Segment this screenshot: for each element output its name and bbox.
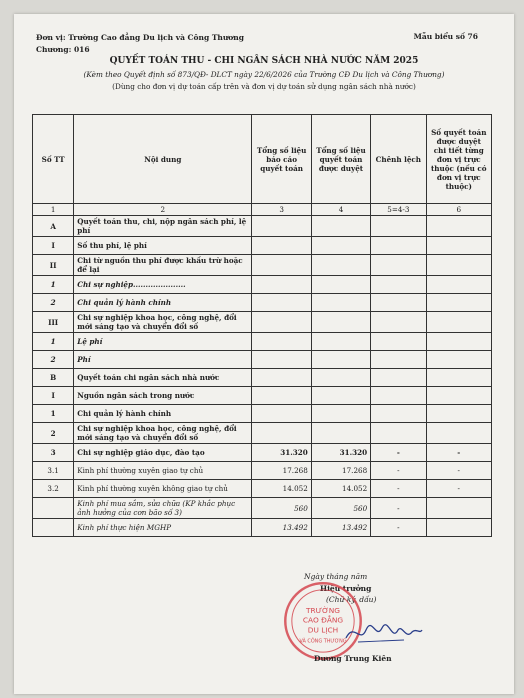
row-detail xyxy=(426,369,491,387)
row-reported xyxy=(252,294,311,312)
row-approved xyxy=(311,216,370,237)
row-detail: - xyxy=(426,480,491,498)
form-number: Mẫu biểu số 76 xyxy=(413,32,478,41)
svg-text:VÀ CÔNG THƯƠNG: VÀ CÔNG THƯƠNG xyxy=(299,638,347,645)
header-content: Nội dung xyxy=(74,115,252,204)
row-stt xyxy=(33,498,74,519)
row-approved xyxy=(311,333,370,351)
row-stt: II xyxy=(33,255,74,276)
table-row xyxy=(33,462,492,480)
row-content: Chi quản lý hành chính xyxy=(74,405,252,423)
table-row xyxy=(33,405,492,423)
row-difference xyxy=(371,351,426,369)
row-content: Chi sự nghiệp giáo dục, đào tạo xyxy=(74,444,252,462)
row-difference xyxy=(371,423,426,444)
table-row xyxy=(33,519,492,537)
row-content: Phí xyxy=(74,351,252,369)
row-reported xyxy=(252,237,311,255)
row-difference xyxy=(371,369,426,387)
table-row xyxy=(33,276,492,294)
row-difference xyxy=(371,333,426,351)
row-detail xyxy=(426,294,491,312)
row-difference xyxy=(371,312,426,333)
row-reported: 17.268 xyxy=(252,462,311,480)
row-detail xyxy=(426,351,491,369)
row-content: Lệ phí xyxy=(74,333,252,351)
header-detail: Số quyết toán được duyệt chi tiết từng đơn vị trực thuộc (nếu có đơn vị trực thuộc) xyxy=(426,115,491,204)
row-detail xyxy=(426,387,491,405)
row-detail xyxy=(426,333,491,351)
table-row xyxy=(33,444,492,462)
row-stt: I xyxy=(33,237,74,255)
document-title: QUYẾT TOÁN THU - CHI NGÂN SÁCH NHÀ NƯỚC NĂM 2025 xyxy=(109,56,419,66)
unit-name: Đơn vị: Trường Cao đẳng Du lịch và Công Thương xyxy=(36,33,245,42)
table-row xyxy=(33,498,492,519)
index-cell: 2 xyxy=(74,204,252,216)
row-reported: 560 xyxy=(252,498,311,519)
table-row xyxy=(33,387,492,405)
row-difference xyxy=(371,294,426,312)
row-approved: 560 xyxy=(311,498,370,519)
row-detail xyxy=(426,519,491,537)
table-row xyxy=(33,237,492,255)
table-row xyxy=(33,480,492,498)
row-detail xyxy=(426,216,491,237)
row-content: Kinh phí thực hiện MGHP xyxy=(74,519,252,537)
row-approved xyxy=(311,405,370,423)
row-content: Quyết toán chi ngân sách nhà nước xyxy=(74,369,252,387)
row-reported xyxy=(252,333,311,351)
row-stt: 2 xyxy=(33,294,74,312)
row-detail xyxy=(426,276,491,294)
row-difference xyxy=(371,255,426,276)
row-content: Chi sự nghiệp khoa học, công nghệ, đổi mới sáng tạo và chuyển đổi số xyxy=(74,423,252,444)
row-difference xyxy=(371,237,426,255)
table-row xyxy=(33,351,492,369)
row-stt: 3.2 xyxy=(33,480,74,498)
row-reported xyxy=(252,405,311,423)
header-approved: Tổng số liệu quyết toán được duyệt xyxy=(311,115,370,204)
table-row xyxy=(33,294,492,312)
row-approved xyxy=(311,387,370,405)
row-difference: - xyxy=(371,498,426,519)
index-cell: 5=4-3 xyxy=(371,204,426,216)
row-content: Chi quản lý hành chính xyxy=(74,294,252,312)
handwritten-signature-icon xyxy=(344,618,424,646)
row-reported xyxy=(252,351,311,369)
index-cell: 1 xyxy=(33,204,74,216)
row-reported xyxy=(252,216,311,237)
row-detail xyxy=(426,423,491,444)
row-detail xyxy=(426,255,491,276)
row-reported xyxy=(252,312,311,333)
row-approved xyxy=(311,369,370,387)
row-stt: A xyxy=(33,216,74,237)
row-approved: 31.320 xyxy=(311,444,370,462)
signature-title: Hiệu trưởng xyxy=(320,584,372,593)
table-row xyxy=(33,216,492,237)
row-content: Kinh phí mua sắm, sửa chữa (KP khắc phục ảnh hưởng của cơn bão số 3) xyxy=(74,498,252,519)
row-approved xyxy=(311,276,370,294)
index-cell: 4 xyxy=(311,204,370,216)
row-approved xyxy=(311,312,370,333)
header-difference: Chênh lệch xyxy=(371,115,426,204)
row-detail xyxy=(426,237,491,255)
document-subtitle-usage: (Dùng cho đơn vị dự toán cấp trên và đơn vị dự toán sử dụng ngân sách nhà nước) xyxy=(112,82,416,91)
table-row xyxy=(33,255,492,276)
row-difference: - xyxy=(371,444,426,462)
signature-date: Ngày tháng năm xyxy=(304,572,368,581)
row-reported: 14.052 xyxy=(252,480,311,498)
row-detail xyxy=(426,312,491,333)
row-reported xyxy=(252,423,311,444)
row-approved xyxy=(311,237,370,255)
row-detail xyxy=(426,498,491,519)
table-header-row xyxy=(33,115,492,204)
table-row xyxy=(33,423,492,444)
svg-text:DU LỊCH: DU LỊCH xyxy=(307,625,339,635)
table-index-row xyxy=(33,204,492,216)
row-stt: 3 xyxy=(33,444,74,462)
row-detail xyxy=(426,405,491,423)
row-reported xyxy=(252,276,311,294)
row-stt: 3.1 xyxy=(33,462,74,480)
row-approved xyxy=(311,423,370,444)
table-row xyxy=(33,369,492,387)
row-content: Kinh phí thường xuyên không giao tự chủ xyxy=(74,480,252,498)
row-stt: 1 xyxy=(33,276,74,294)
row-content: Chi sự nghiệp khoa học, công nghệ, đổi mới sáng tạo và chuyển đổi số xyxy=(74,312,252,333)
row-approved: 13.492 xyxy=(311,519,370,537)
svg-text:CAO ĐẲNG: CAO ĐẲNG xyxy=(302,615,344,625)
row-detail: - xyxy=(426,462,491,480)
row-approved xyxy=(311,294,370,312)
row-difference xyxy=(371,405,426,423)
row-stt xyxy=(33,519,74,537)
row-difference: - xyxy=(371,480,426,498)
settlement-table xyxy=(32,114,492,537)
row-difference xyxy=(371,387,426,405)
table-row xyxy=(33,333,492,351)
row-stt: I xyxy=(33,387,74,405)
header-stt: Số TT xyxy=(33,115,74,204)
row-approved: 14.052 xyxy=(311,480,370,498)
row-stt: B xyxy=(33,369,74,387)
row-content: Chi từ nguồn thu phí được khấu trừ hoặc để lại xyxy=(74,255,252,276)
table-row xyxy=(33,312,492,333)
row-stt: 1 xyxy=(33,405,74,423)
row-reported xyxy=(252,369,311,387)
row-reported: 31.320 xyxy=(252,444,311,462)
signatory-name: Dương Trung Kiên xyxy=(314,654,392,663)
row-approved: 17.268 xyxy=(311,462,370,480)
row-content: Chi sự nghiệp..................... xyxy=(74,276,252,294)
row-approved xyxy=(311,255,370,276)
row-content: Quyết toán thu, chi, nộp ngân sách phí, lệ phí xyxy=(74,216,252,237)
chapter: Chương: 016 xyxy=(36,45,90,54)
row-reported xyxy=(252,255,311,276)
row-stt: III xyxy=(33,312,74,333)
document-page xyxy=(14,14,514,694)
header-left xyxy=(36,32,244,56)
index-cell: 3 xyxy=(252,204,311,216)
svg-text:TRƯỜNG: TRƯỜNG xyxy=(306,605,340,615)
row-detail: - xyxy=(426,444,491,462)
row-stt: 2 xyxy=(33,351,74,369)
row-content: Nguồn ngân sách trong nước xyxy=(74,387,252,405)
row-difference: - xyxy=(371,519,426,537)
row-difference xyxy=(371,216,426,237)
row-difference xyxy=(371,276,426,294)
row-content: Kinh phí thường xuyên giao tự chủ xyxy=(74,462,252,480)
row-reported: 13.492 xyxy=(252,519,311,537)
signature-note: (Chữ ký, dấu) xyxy=(326,595,377,604)
index-cell: 6 xyxy=(426,204,491,216)
row-content: Số thu phí, lệ phí xyxy=(74,237,252,255)
row-difference: - xyxy=(371,462,426,480)
row-stt: 1 xyxy=(33,333,74,351)
row-approved xyxy=(311,351,370,369)
document-subtitle-decision: (Kèm theo Quyết định số 873/QĐ- DLCT ngày 22/6/2026 của Trường CĐ Du lịch và Công Thương) xyxy=(83,70,445,79)
header-reported: Tổng số liệu báo cáo quyết toán xyxy=(252,115,311,204)
row-reported xyxy=(252,387,311,405)
row-stt: 2 xyxy=(33,423,74,444)
